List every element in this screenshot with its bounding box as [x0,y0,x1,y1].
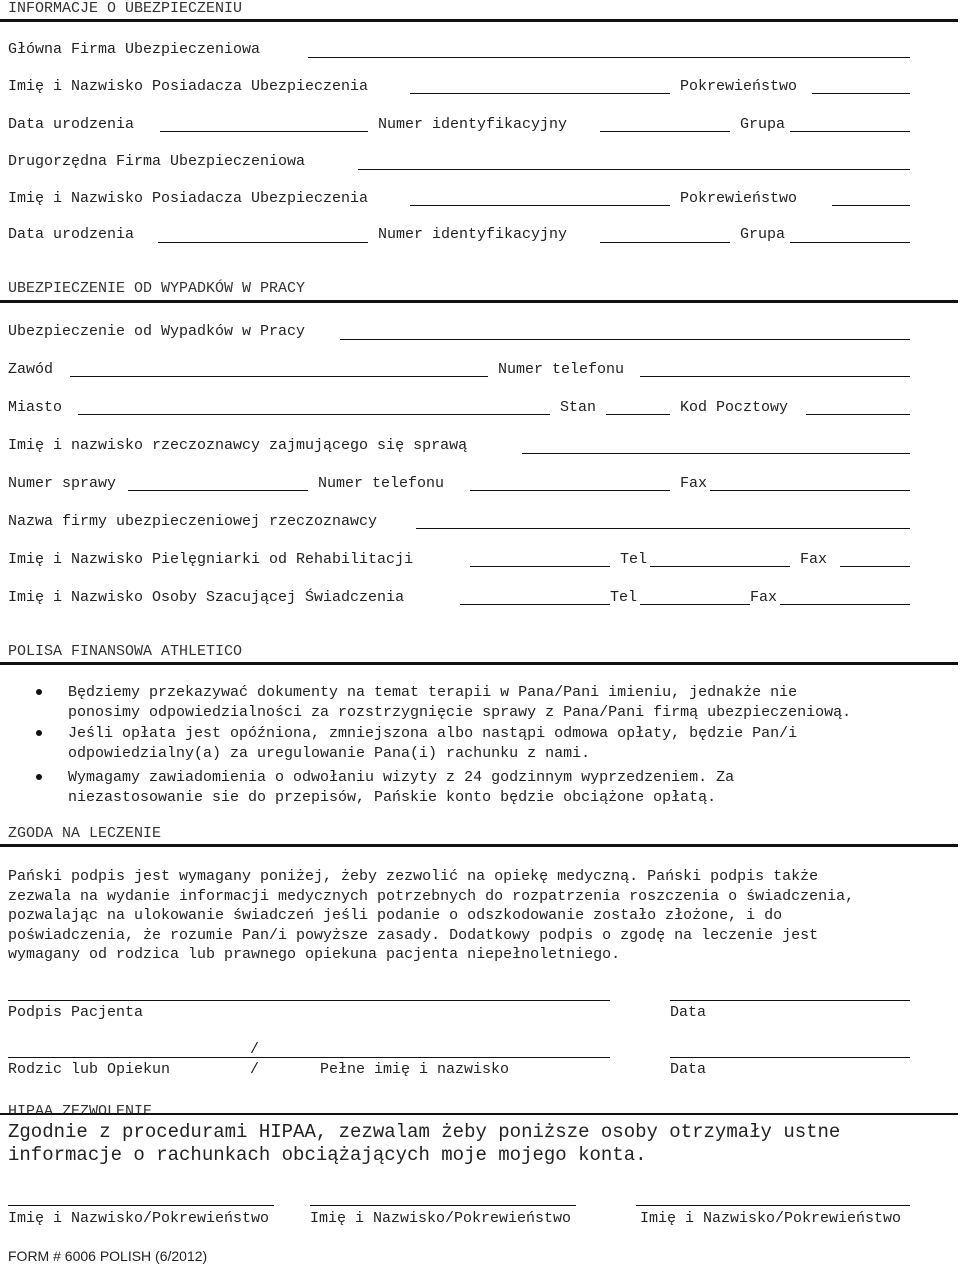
assessor-name-field[interactable] [460,604,610,605]
parent-date-label: Data [670,1061,707,1078]
city-label: Miasto [8,399,63,416]
parent-signature-field[interactable] [8,1057,610,1058]
case-number-field[interactable] [128,490,308,491]
state-label: Stan [560,399,597,416]
primary-holder-name-label: Imię i Nazwisko Posiadacza Ubezpieczenia [8,78,369,95]
secondary-company-label: Drugorzędna Firma Ubezpieczeniowa [8,153,306,170]
full-name-label: Pełne imię i nazwisko [320,1061,510,1078]
secondary-id-number-field[interactable] [600,242,730,243]
adjuster-phone-field[interactable] [470,490,670,491]
section-policy-header: POLISA FINANSOWA ATHLETICO [8,643,243,660]
parent-date-field[interactable] [670,1057,910,1058]
assessor-fax-label: Fax [750,589,778,606]
nurse-fax-field[interactable] [840,566,910,567]
hipaa-text: Zgodnie z procedurami HIPAA, zezwalam żeby poniższe osoby otrzymały ustne informacje o rachunkach obciążających moje mojego konta. [8,1121,841,1166]
bullet-icon [36,689,42,695]
patient-signature-label: Podpis Pacjenta [8,1004,144,1021]
assessor-fax-field[interactable] [780,604,910,605]
primary-company-field[interactable] [308,57,910,58]
section-divider [0,300,958,303]
secondary-holder-name-label: Imię i Nazwisko Posiadacza Ubezpieczenia [8,190,369,207]
primary-birth-date-field[interactable] [160,131,368,132]
primary-company-label: Główna Firma Ubezpieczeniowa [8,41,261,58]
adjuster-company-label: Nazwa firmy ubezpieczeniowej rzeczoznawcy [8,513,378,530]
section-divider [0,662,958,665]
hipaa-person-3-field[interactable] [636,1205,910,1206]
secondary-group-field[interactable] [790,242,910,243]
adjuster-fax-field[interactable] [710,490,910,491]
nurse-name-field[interactable] [470,566,610,567]
parent-signature-slash: / [250,1041,260,1058]
phone-field[interactable] [640,376,910,377]
primary-id-number-field[interactable] [600,131,730,132]
primary-group-field[interactable] [790,131,910,132]
section-insurance-header: INFORMACJE O UBEZPIECZENIU [8,0,243,17]
hipaa-person-1-field[interactable] [8,1205,274,1206]
workers-comp-field[interactable] [340,339,910,340]
primary-id-number-label: Numer identyfikacyjny [378,116,568,133]
hipaa-person-2-label: Imię i Nazwisko/Pokrewieństwo [310,1210,572,1227]
secondary-id-number-label: Numer identyfikacyjny [378,226,568,243]
section-hipaa-header: HIPAA ZEZWOLENIE [8,1103,153,1120]
section-workers-comp-header: UBEZPIECZENIE OD WYPADKÓW W PRACY [8,280,306,297]
occupation-field[interactable] [70,376,488,377]
occupation-label: Zawód [8,361,54,378]
bullet-icon [36,730,42,736]
adjuster-name-label: Imię i nazwisko rzeczoznawcy zajmującego się sprawą [8,437,468,454]
assessor-name-label: Imię i Nazwisko Osoby Szacującej Świadczenia [8,589,405,606]
state-field[interactable] [606,414,670,415]
secondary-birth-date-field[interactable] [158,242,368,243]
form-footer: FORM # 6006 POLISH (6/2012) [8,1248,208,1264]
zip-label: Kod Pocztowy [680,399,789,416]
nurse-name-label: Imię i Nazwisko Pielęgniarki od Rehabilitacji [8,551,414,568]
bullet-icon [36,774,42,780]
adjuster-fax-label: Fax [680,475,708,492]
nurse-fax-label: Fax [800,551,828,568]
parent-guardian-label: Rodzic lub Opiekun [8,1061,171,1078]
secondary-relationship-field[interactable] [832,205,910,206]
primary-relationship-field[interactable] [812,93,910,94]
policy-bullet-1: Będziemy przekazywać dokumenty na temat terapii w Pana/Pani imieniu, jednakże nie ponosimy odpowiedzialności za rozstrzygnięcie sprawy z Pana/Pani firmą ubezpieczeniową. [68,684,852,721]
hipaa-person-3-label: Imię i Nazwisko/Pokrewieństwo [640,1210,902,1227]
consent-text: Pański podpis jest wymagany poniżej, żeby zezwolić na opiekę medyczną. Pański podpis także zezwala na wydanie informacji medycznych potrzebnych do rozpatrzenia roszczenia o świadczenia, pozwalając na ulokowanie świadczeń jeśli podanie o odszkodowanie zostało złożone, i do poświadczenia, że rozumie Pan/i powyższe zasady. Dodatkowy podpis o zgodę na leczenie jest wymagany od rodzica lub prawnego opiekuna pacjenta niepełnoletniego. [8,868,855,963]
workers-comp-label: Ubezpieczenie od Wypadków w Pracy [8,323,306,340]
section-divider [0,844,958,847]
secondary-birth-date-label: Data urodzenia [8,226,135,243]
case-number-label: Numer sprawy [8,475,117,492]
primary-relationship-label: Pokrewieństwo [680,78,798,95]
assessor-tel-field[interactable] [640,604,750,605]
city-field[interactable] [78,414,550,415]
adjuster-company-field[interactable] [416,528,910,529]
secondary-relationship-label: Pokrewieństwo [680,190,798,207]
primary-holder-name-field[interactable] [410,93,670,94]
nurse-tel-field[interactable] [650,566,790,567]
patient-date-field[interactable] [670,1000,910,1001]
zip-field[interactable] [806,414,910,415]
secondary-group-label: Grupa [740,226,786,243]
phone-label: Numer telefonu [498,361,625,378]
secondary-holder-name-field[interactable] [410,205,670,206]
section-consent-header: ZGODA NA LECZENIE [8,825,162,842]
secondary-company-field[interactable] [358,169,910,170]
primary-group-label: Grupa [740,116,786,133]
patient-date-label: Data [670,1004,707,1021]
hipaa-person-2-field[interactable] [310,1205,576,1206]
adjuster-name-field[interactable] [522,453,910,454]
parent-label-slash: / [250,1061,260,1078]
adjuster-phone-label: Numer telefonu [318,475,445,492]
nurse-tel-label: Tel [620,551,648,568]
hipaa-person-1-label: Imię i Nazwisko/Pokrewieństwo [8,1210,270,1227]
policy-bullet-2: Jeśli opłata jest opóźniona, zmniejszona albo nastąpi odmowa opłaty, będzie Pan/i odpowiedzialny(a) za uregulowanie Pana(i) rachunku z nami. [68,725,798,762]
patient-signature-field[interactable] [8,1000,610,1001]
primary-birth-date-label: Data urodzenia [8,116,135,133]
section-divider [0,19,958,22]
assessor-tel-label: Tel [610,589,638,606]
policy-bullet-3: Wymagamy zawiadomienia o odwołaniu wizyty z 24 godzinnym wyprzedzeniem. Za niezastosowanie sie do przepisów, Pańskie konto będzie obciążone opłatą. [68,769,735,806]
section-divider [0,1113,958,1115]
